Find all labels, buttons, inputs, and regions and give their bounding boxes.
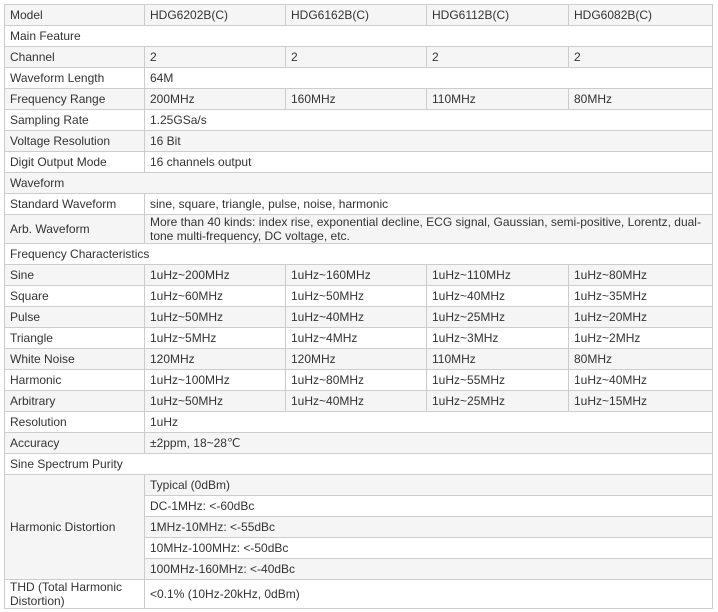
row-label: Triangle (5, 328, 145, 349)
spec-table (4, 4, 713, 609)
model-label: Model (5, 5, 145, 26)
row-label: Harmonic Distortion (5, 475, 145, 580)
cell: 16 channels output (145, 152, 713, 173)
table-row-sampling-rate (5, 110, 713, 131)
table-row-harmonic (5, 370, 713, 391)
cell: More than 40 kinds: index rise, exponential decline, ECG signal, Gaussian, semi-positive, Lorentz, dual-tone multi-frequency, DC voltage, etc. (145, 215, 713, 244)
cell: 2 (145, 47, 286, 68)
table-row-resolution (5, 412, 713, 433)
cell: 1uHz~50MHz (145, 307, 286, 328)
section-label: Main Feature (5, 26, 713, 47)
model-hdg6112: HDG6112B(C) (427, 5, 569, 26)
row-label: THD (Total Harmonic Distortion) (5, 580, 145, 609)
row-label: Waveform Length (5, 68, 145, 89)
cell: 1uHz~4MHz (286, 328, 427, 349)
section-frequency-characteristics (5, 244, 713, 265)
cell: <0.1% (10Hz-20kHz, 0dBm) (145, 580, 713, 609)
section-main-feature (5, 26, 713, 47)
cell: ±2ppm, 18~28℃ (145, 433, 713, 454)
cell: 10MHz-100MHz: <-50dBc (145, 538, 713, 559)
cell: 1uHz~50MHz (286, 286, 427, 307)
model-hdg6202: HDG6202B(C) (145, 5, 286, 26)
table-row-digit-output-mode (5, 152, 713, 173)
cell: 120MHz (286, 349, 427, 370)
section-waveform (5, 173, 713, 194)
section-label: Frequency Characteristics (5, 244, 713, 265)
cell: 1uHz~25MHz (427, 307, 569, 328)
row-label: Sampling Rate (5, 110, 145, 131)
section-label: Waveform (5, 173, 713, 194)
cell: 1uHz~5MHz (145, 328, 286, 349)
table-row-model (5, 5, 713, 26)
table-row-arb-waveform (5, 215, 713, 244)
table-row-white-noise (5, 349, 713, 370)
cell: 1uHz~35MHz (569, 286, 713, 307)
table-row-triangle (5, 328, 713, 349)
cell: 1uHz~80MHz (286, 370, 427, 391)
cell: 100MHz-160MHz: <-40dBc (145, 559, 713, 580)
cell: 110MHz (427, 89, 569, 110)
model-hdg6162: HDG6162B(C) (286, 5, 427, 26)
row-label: Arbitrary (5, 391, 145, 412)
cell: 1.25GSa/s (145, 110, 713, 131)
cell: 1uHz~15MHz (569, 391, 713, 412)
table-row-waveform-length (5, 68, 713, 89)
cell: 2 (569, 47, 713, 68)
cell: 1uHz~20MHz (569, 307, 713, 328)
cell: 80MHz (569, 89, 713, 110)
row-label: Digit Output Mode (5, 152, 145, 173)
cell: 1uHz~40MHz (569, 370, 713, 391)
cell: 80MHz (569, 349, 713, 370)
cell: 1uHz~50MHz (145, 391, 286, 412)
cell: 1uHz~80MHz (569, 265, 713, 286)
cell: 1uHz~40MHz (286, 391, 427, 412)
table-row-standard-waveform (5, 194, 713, 215)
cell: 1uHz~160MHz (286, 265, 427, 286)
section-sine-spectrum-purity (5, 454, 713, 475)
row-label: Harmonic (5, 370, 145, 391)
row-label: Voltage Resolution (5, 131, 145, 152)
cell: 1uHz~2MHz (569, 328, 713, 349)
cell: 64M (145, 68, 713, 89)
table-row-thd (5, 580, 713, 609)
row-label: Standard Waveform (5, 194, 145, 215)
cell: 110MHz (427, 349, 569, 370)
section-label: Sine Spectrum Purity (5, 454, 713, 475)
cell: 1uHz~55MHz (427, 370, 569, 391)
table-row-voltage-resolution (5, 131, 713, 152)
cell: 2 (427, 47, 569, 68)
row-label: Sine (5, 265, 145, 286)
cell: 1uHz~25MHz (427, 391, 569, 412)
cell: 200MHz (145, 89, 286, 110)
row-label: Square (5, 286, 145, 307)
table-row-arbitrary (5, 391, 713, 412)
row-label: White Noise (5, 349, 145, 370)
cell: 160MHz (286, 89, 427, 110)
cell: DC-1MHz: <-60dBc (145, 496, 713, 517)
table-row-accuracy (5, 433, 713, 454)
model-hdg6082: HDG6082B(C) (569, 5, 713, 26)
cell: Typical (0dBm) (145, 475, 713, 496)
table-row-pulse (5, 307, 713, 328)
row-label: Pulse (5, 307, 145, 328)
row-label: Channel (5, 47, 145, 68)
table-row-frequency-range (5, 89, 713, 110)
cell: 1uHz (145, 412, 713, 433)
cell: 1uHz~40MHz (427, 286, 569, 307)
cell: 1uHz~100MHz (145, 370, 286, 391)
row-label: Accuracy (5, 433, 145, 454)
row-label: Arb. Waveform (5, 215, 145, 244)
cell: 120MHz (145, 349, 286, 370)
cell: 16 Bit (145, 131, 713, 152)
cell: sine, square, triangle, pulse, noise, harmonic (145, 194, 713, 215)
table-row-channel (5, 47, 713, 68)
table-row-harmonic-distortion (5, 475, 713, 496)
table-row-sine (5, 265, 713, 286)
row-label: Frequency Range (5, 89, 145, 110)
cell: 1uHz~40MHz (286, 307, 427, 328)
row-label: Resolution (5, 412, 145, 433)
cell: 1uHz~60MHz (145, 286, 286, 307)
table-row-square (5, 286, 713, 307)
cell: 1uHz~200MHz (145, 265, 286, 286)
cell: 1MHz-10MHz: <-55dBc (145, 517, 713, 538)
cell: 1uHz~3MHz (427, 328, 569, 349)
cell: 2 (286, 47, 427, 68)
cell: 1uHz~110MHz (427, 265, 569, 286)
